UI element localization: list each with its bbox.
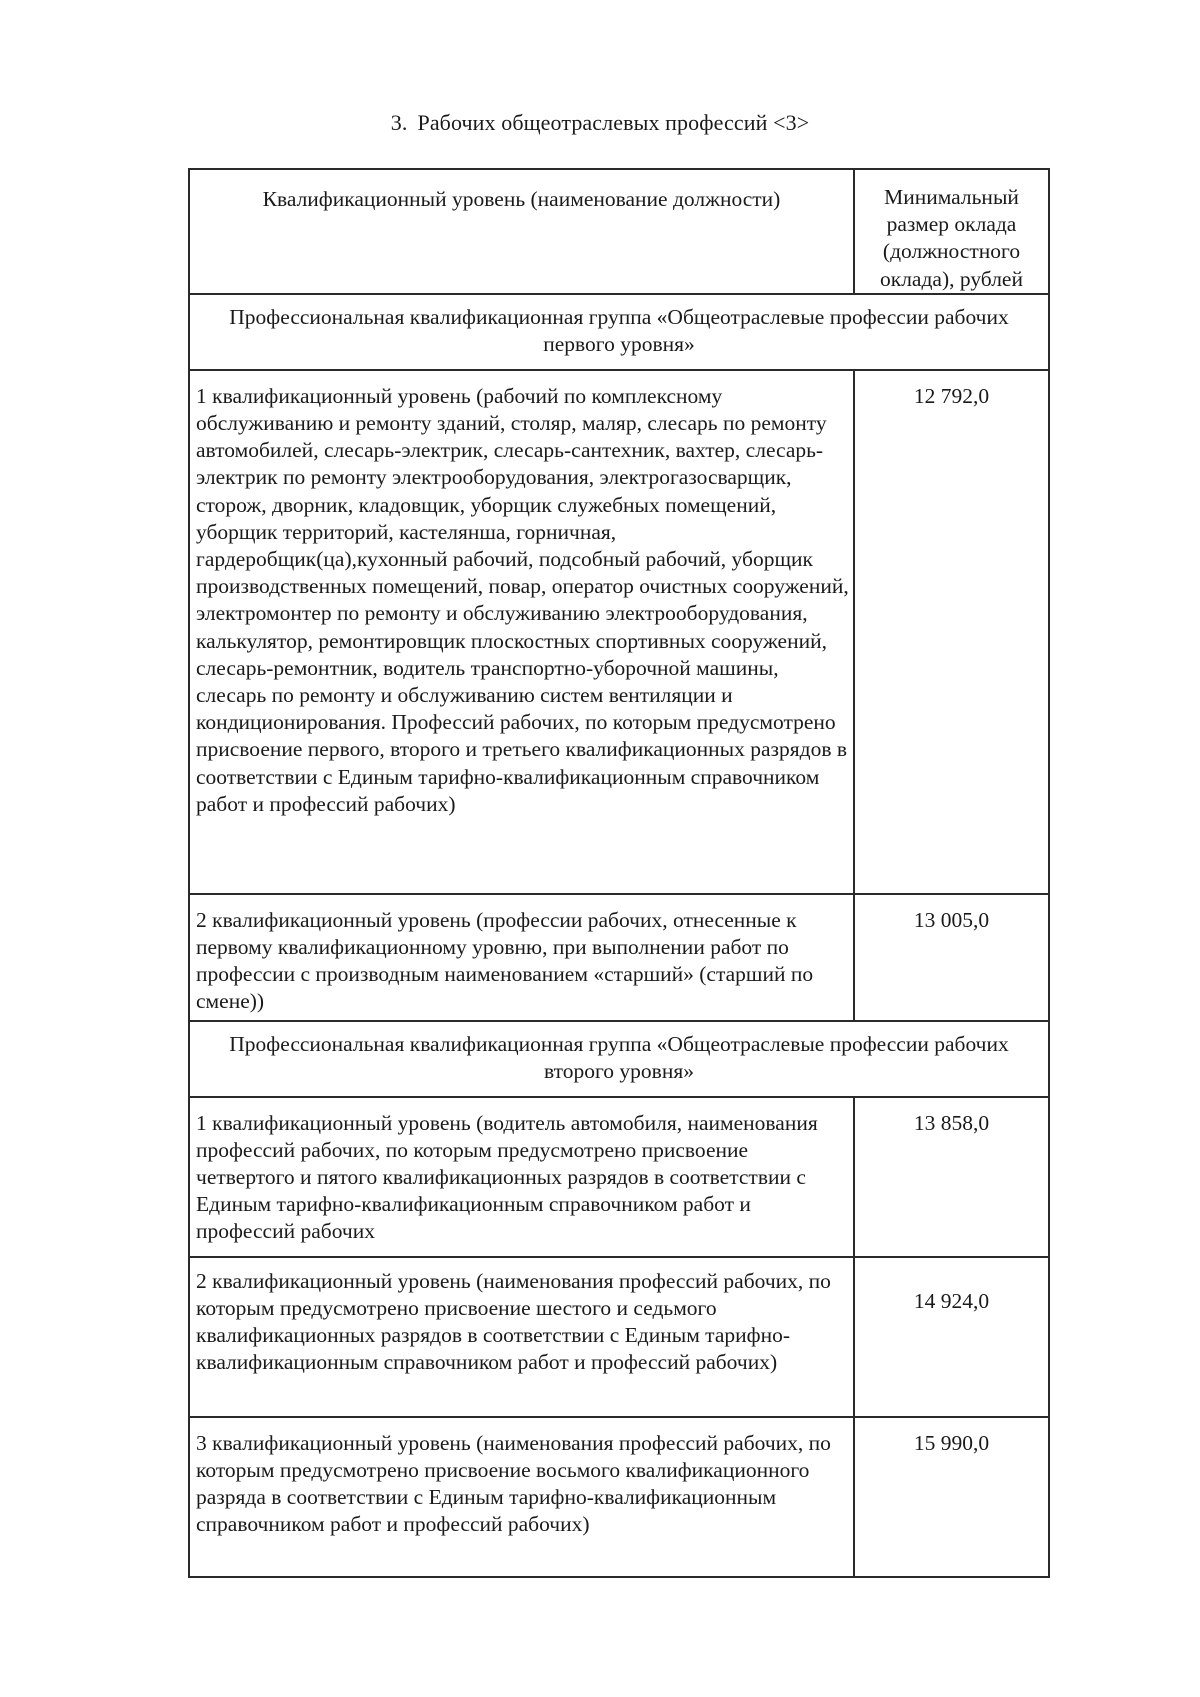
group-row <box>189 294 1049 370</box>
salary-value: 12 792,0 <box>854 370 1049 894</box>
salary-value: 14 924,0 <box>854 1257 1049 1417</box>
qualification-description: 3 квалификационный уровень (наименования профессий рабочих, по которым предусмотрено присвоение восьмого квалификационного разряда в соответствии с Единым тарифно-квалификационным справочником работ и профессий рабочих) <box>189 1417 854 1577</box>
table-row <box>189 1417 1049 1577</box>
table-row <box>189 1097 1049 1257</box>
salary-value: 13 858,0 <box>854 1097 1049 1257</box>
group-title: Профессиональная квалификационная группа «Общеотраслевые профессии рабочих первого уровня» <box>189 294 1049 370</box>
header-qualification-level: Квалификационный уровень (наименование должности) <box>189 169 854 294</box>
qualification-description: 2 квалификационный уровень (профессии рабочих, отнесенные к первому квалификационному уровню, при выполнении работ по профессии с производным наименованием «старший» (старший по смене)) <box>189 894 854 1021</box>
salary-table <box>188 168 1050 1578</box>
section-title <box>0 110 1200 136</box>
qualification-description: 1 квалификационный уровень (рабочий по комплексному обслуживанию и ремонту зданий, столяр, маляр, слесарь по ремонту автомобилей, слесарь-электрик, слесарь-сантехник, вахтер, слесарь-электрик по ремонту электрооборудования, электрогазосварщик, сторож, дворник, кладовщик, уборщик служебных помещений, уборщик территорий, кастелянша, горничная, гардеробщик(ца),кухонный рабочий, подсобный рабочий, уборщик производственных помещений, повар, оператор очистных сооружений, электромонтер по ремонту и обслуживанию электрооборудования, калькулятор, ремонтировщик плоскостных спортивных сооружений, слесарь-ремонтник, водитель транспортно-уборочной машины, слесарь по ремонту и обслуживанию систем вентиляции и кондиционирования. Профессий рабочих, по которым предусмотрено присвоение первого, второго и третьего квалификационных разрядов в соответствии с Единым тарифно-квалификационным справочником работ и профессий рабочих) <box>189 370 854 894</box>
table-header-row <box>189 169 1049 294</box>
group-title: Профессиональная квалификационная группа «Общеотраслевые профессии рабочих второго уровня» <box>189 1021 1049 1097</box>
salary-value: 13 005,0 <box>854 894 1049 1021</box>
table-row <box>189 1257 1049 1417</box>
qualification-description: 2 квалификационный уровень (наименования профессий рабочих, по которым предусмотрено присвоение шестого и седьмого квалификационных разрядов в соответствии с Единым тарифно-квалификационным справочником работ и профессий рабочих) <box>189 1257 854 1417</box>
table-row <box>189 894 1049 1021</box>
section-title-text: Рабочих общеотраслевых профессий <3> <box>417 110 810 135</box>
qualification-description: 1 квалификационный уровень (водитель автомобиля, наименования профессий рабочих, по которым предусмотрено присвоение четвертого и пятого квалификационных разрядов в соответствии с Единым тарифно-квалификационным справочником работ и профессий рабочих <box>189 1097 854 1257</box>
group-row <box>189 1021 1049 1097</box>
salary-value: 15 990,0 <box>854 1417 1049 1577</box>
table-row <box>189 370 1049 894</box>
header-min-salary: Минимальный размер оклада (должностного оклада), рублей <box>854 169 1049 294</box>
section-number: 3. <box>390 110 408 135</box>
